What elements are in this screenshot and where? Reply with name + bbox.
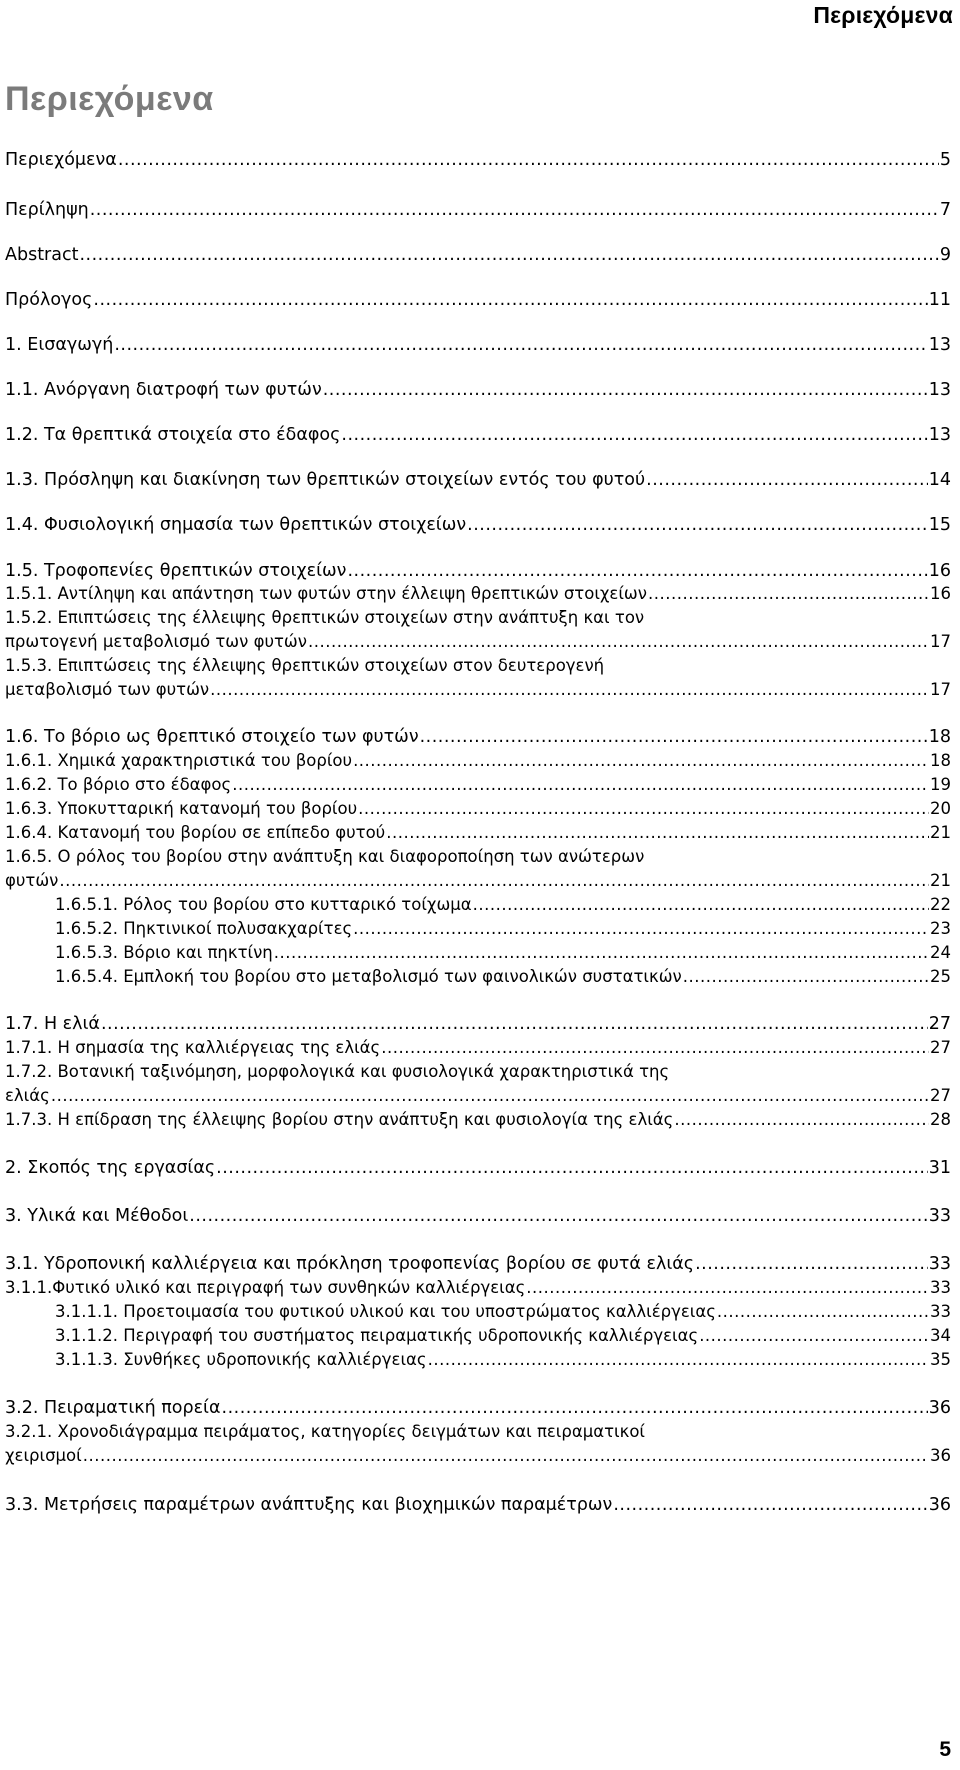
toc-page-number: 34 xyxy=(930,1326,951,1345)
toc-entry[interactable] xyxy=(5,243,951,267)
toc-entry-first-line: 3.2.1. Χρονοδιάγραμμα πειράματος, κατηγορίες δειγμάτων και πειραματικοί xyxy=(5,1422,646,1441)
toc-page-number: 18 xyxy=(928,727,951,747)
toc-entry[interactable] xyxy=(5,148,951,172)
toc-leader-dots xyxy=(381,1036,929,1060)
toc-entry[interactable] xyxy=(5,513,951,537)
toc-leader-dots xyxy=(358,797,929,821)
toc-entry-text: 3.1. Υδροπονική καλλιέργεια και πρόκληση τροφοπενίας βορίου σε φυτά ελιάς xyxy=(5,1254,695,1274)
toc-entry-text: μεταβολισμό των φυτών xyxy=(5,680,210,699)
toc-entry-text: χειρισμοί xyxy=(5,1446,82,1465)
toc-entry[interactable] xyxy=(5,468,951,492)
toc-entry-text: ελιάς xyxy=(5,1086,50,1105)
toc-entry-text: 3. Υλικά και Μέθοδοι xyxy=(5,1206,189,1226)
toc-entry[interactable] xyxy=(5,630,951,654)
toc-entry[interactable] xyxy=(5,198,951,222)
toc-entry-text: 3.1.1.2. Περιγραφή του συστήματος πειραματικής υδροπονικής καλλιέργειας xyxy=(55,1326,699,1345)
toc-leader-dots xyxy=(189,1204,927,1228)
page-title: Περιεχόμενα xyxy=(5,80,214,118)
toc-entry[interactable] xyxy=(5,1276,951,1300)
toc-page-number: 13 xyxy=(928,380,951,400)
toc-entry[interactable] xyxy=(5,678,951,702)
toc-page-number: 31 xyxy=(928,1158,951,1178)
toc-entry[interactable] xyxy=(55,941,951,965)
toc-page-number: 21 xyxy=(930,823,951,842)
toc-entry[interactable] xyxy=(5,773,951,797)
toc-entry[interactable] xyxy=(5,749,951,773)
toc-leader-dots xyxy=(341,423,927,447)
toc-page-number: 27 xyxy=(928,1014,951,1034)
toc-leader-dots xyxy=(118,148,939,172)
toc-entry-first-line: 1.5.3. Επιπτώσεις της έλλειψης θρεπτικών στοιχείων στον δευτερογενή xyxy=(5,656,605,675)
toc-page-number: 24 xyxy=(930,943,951,962)
toc-leader-dots xyxy=(323,378,928,402)
toc-leader-dots xyxy=(353,749,929,773)
toc-entry-text: 1.7.1. Η σημασία της καλλιέργειας της ελιάς xyxy=(5,1038,381,1057)
toc-leader-dots xyxy=(420,725,928,749)
toc-entry-text: 3.2. Πειραματική πορεία xyxy=(5,1398,221,1418)
toc-page-number: 18 xyxy=(930,751,951,770)
toc-entry[interactable] xyxy=(5,559,951,583)
toc-entry-text: 3.1.1.1. Προετοιμασία του φυτικού υλικού και του υποστρώματος καλλιέργειας xyxy=(55,1302,716,1321)
toc-leader-dots xyxy=(79,243,938,267)
toc-entry-text: 1. Εισαγωγή xyxy=(5,335,114,355)
toc-leader-dots xyxy=(717,1300,929,1324)
toc-entry[interactable] xyxy=(5,378,951,402)
toc-leader-dots xyxy=(114,333,927,357)
toc-leader-dots xyxy=(683,965,929,989)
toc-entry-text: 1.4. Φυσιολογική σημασία των θρεπτικών στοιχείων xyxy=(5,515,467,535)
toc-entry-text: 1.5.1. Αντίληψη και απάντηση των φυτών στην έλλειψη θρεπτικών στοιχείων xyxy=(5,584,647,603)
toc-entry-text: 1.6. Το βόριο ως θρεπτικό στοιχείο των φυτών xyxy=(5,727,419,747)
toc-leader-dots xyxy=(648,582,929,606)
toc-entry-text: 1.2. Τα θρεπτικά στοιχεία στο έδαφος xyxy=(5,425,341,445)
toc-entry-text: 1.7.3. Η επίδραση της έλλειψης βορίου στην ανάπτυξη και φυσιολογία της ελιάς xyxy=(5,1110,674,1129)
toc-leader-dots xyxy=(467,513,928,537)
toc-entry[interactable] xyxy=(5,725,951,749)
toc-page-number: 13 xyxy=(928,425,951,445)
toc-leader-dots xyxy=(308,630,929,654)
toc-page-number: 27 xyxy=(930,1086,951,1105)
toc-page-number: 21 xyxy=(930,871,951,890)
toc-entry-text: 1.6.5.2. Πηκτινικοί πολυσακχαρίτες xyxy=(55,919,353,938)
toc-entry-text: 1.6.4. Κατανομή του βορίου σε επίπεδο φυτού xyxy=(5,823,386,842)
toc-page-number: 19 xyxy=(930,775,951,794)
toc-page-number: 5 xyxy=(939,150,951,170)
toc-entry[interactable] xyxy=(55,893,951,917)
toc-entry[interactable] xyxy=(5,1036,951,1060)
toc-page-number: 16 xyxy=(930,584,951,603)
toc-entry[interactable] xyxy=(55,1348,951,1372)
toc-leader-dots xyxy=(646,468,928,492)
toc-leader-dots xyxy=(59,869,929,893)
toc-entry-text: 3.1.1.3. Συνθήκες υδροπονικής καλλιέργειας xyxy=(55,1350,427,1369)
toc-page-number: 35 xyxy=(930,1350,951,1369)
toc-entry[interactable] xyxy=(5,423,951,447)
toc-entry[interactable] xyxy=(5,1444,951,1468)
toc-page-number: 14 xyxy=(928,470,951,490)
toc-entry[interactable] xyxy=(5,333,951,357)
toc-page-number: 9 xyxy=(939,245,951,265)
toc-leader-dots xyxy=(210,678,929,702)
toc-entry-text: 3.1.1.Φυτικό υλικό και περιγραφή των συνθηκών καλλιέργειας xyxy=(5,1278,526,1297)
toc-leader-dots xyxy=(473,893,929,917)
toc-page-number: 15 xyxy=(928,515,951,535)
toc-entry-text: 1.3. Πρόσληψη και διακίνηση των θρεπτικών στοιχείων εντός του φυτού xyxy=(5,470,646,490)
toc-entry[interactable] xyxy=(55,1300,951,1324)
toc-entry-text: Πρόλογος xyxy=(5,290,93,310)
toc-page-number: 36 xyxy=(928,1495,951,1515)
toc-entry[interactable] xyxy=(5,1108,951,1132)
toc-entry[interactable] xyxy=(55,1324,951,1348)
toc-entry[interactable] xyxy=(5,797,951,821)
toc-page-number: 28 xyxy=(930,1110,951,1129)
toc-entry[interactable] xyxy=(55,965,951,989)
toc-entry[interactable] xyxy=(5,1012,951,1036)
toc-entry-first-line: 1.6.5. Ο ρόλος του βορίου στην ανάπτυξη και διαφοροποίηση των ανώτερων xyxy=(5,847,645,866)
toc-entry-text: Περίληψη xyxy=(5,200,89,220)
toc-leader-dots xyxy=(101,1012,928,1036)
toc-leader-dots xyxy=(428,1348,929,1372)
toc-leader-dots xyxy=(232,773,929,797)
toc-leader-dots xyxy=(526,1276,929,1300)
toc-leader-dots xyxy=(386,821,929,845)
toc-page-number: 33 xyxy=(928,1254,951,1274)
toc-leader-dots xyxy=(222,1396,928,1420)
toc-entry-text: 1.6.5.4. Εμπλοκή του βορίου στο μεταβολισμό των φαινολικών συστατικών xyxy=(55,967,682,986)
toc-entry-text: Περιεχόμενα xyxy=(5,150,117,170)
toc-leader-dots xyxy=(216,1156,928,1180)
toc-page-number: 36 xyxy=(930,1446,951,1465)
toc-entry[interactable] xyxy=(5,1084,951,1108)
toc-entry-first-line: 1.5.2. Επιπτώσεις της έλλειψης θρεπτικών στοιχείων στην ανάπτυξη και τον xyxy=(5,608,645,627)
toc-entry-text: 1.6.3. Υποκυτταρική κατανομή του βορίου xyxy=(5,799,358,818)
toc-leader-dots xyxy=(347,559,927,583)
toc-page-number: 20 xyxy=(930,799,951,818)
toc-entry[interactable] xyxy=(5,1156,951,1180)
toc-entry[interactable] xyxy=(5,1252,951,1276)
toc-page-number: 36 xyxy=(928,1398,951,1418)
toc-entry[interactable] xyxy=(5,869,951,893)
toc-entry[interactable] xyxy=(5,1396,951,1420)
toc-page-number: 27 xyxy=(930,1038,951,1057)
toc-entry-text: πρωτογενή μεταβολισμό των φυτών xyxy=(5,632,307,651)
toc-leader-dots xyxy=(699,1324,929,1348)
toc-page-number: 22 xyxy=(930,895,951,914)
toc-leader-dots xyxy=(51,1084,929,1108)
toc-entry-text: 2. Σκοπός της εργασίας xyxy=(5,1158,216,1178)
toc-entry[interactable] xyxy=(5,288,951,312)
toc-page-number: 23 xyxy=(930,919,951,938)
toc-entry[interactable] xyxy=(55,917,951,941)
toc-entry[interactable] xyxy=(5,1204,951,1228)
toc-leader-dots xyxy=(695,1252,928,1276)
toc-entry-text: Abstract xyxy=(5,245,79,265)
toc-entry-text: 1.6.2. Το βόριο στο έδαφος xyxy=(5,775,232,794)
toc-leader-dots xyxy=(274,941,929,965)
toc-page-number: 17 xyxy=(930,632,951,651)
toc-entry[interactable] xyxy=(5,1493,951,1517)
running-header: Περιεχόμενα xyxy=(813,2,953,28)
toc-page-number: 33 xyxy=(930,1302,951,1321)
toc-page-number: 16 xyxy=(928,561,951,581)
toc-entry[interactable] xyxy=(5,821,951,845)
toc-entry-text: φυτών xyxy=(5,871,59,890)
toc-page-number: 25 xyxy=(930,967,951,986)
toc-entry-text: 1.6.5.1. Ρόλος του βορίου στο κυτταρικό τοίχωμα xyxy=(55,895,472,914)
toc-leader-dots xyxy=(353,917,929,941)
toc-entry-text: 1.6.5.3. Βόριο και πηκτίνη xyxy=(55,943,273,962)
toc-entry[interactable] xyxy=(5,582,951,606)
toc-page-number: 7 xyxy=(939,200,951,220)
toc-entry-text: 1.7. Η ελιά xyxy=(5,1014,100,1034)
toc-page-number: 11 xyxy=(928,290,951,310)
toc-page-number: 33 xyxy=(930,1278,951,1297)
page-number: 5 xyxy=(939,1738,951,1761)
toc-page-number: 17 xyxy=(930,680,951,699)
toc-entry-text: 1.5. Τροφοπενίες θρεπτικών στοιχείων xyxy=(5,561,347,581)
toc-page-number: 33 xyxy=(928,1206,951,1226)
toc-leader-dots xyxy=(83,1444,929,1468)
toc-leader-dots xyxy=(674,1108,929,1132)
toc-page-number: 13 xyxy=(928,335,951,355)
toc-leader-dots xyxy=(93,288,927,312)
toc-entry-first-line: 1.7.2. Βοτανική ταξινόμηση, μορφολογικά και φυσιολογικά χαρακτηριστικά της xyxy=(5,1062,670,1081)
toc-leader-dots xyxy=(90,198,939,222)
toc-entry-text: 1.6.1. Χημικά χαρακτηριστικά του βορίου xyxy=(5,751,353,770)
toc-entry-text: 1.1. Ανόργανη διατροφή των φυτών xyxy=(5,380,322,400)
toc-leader-dots xyxy=(613,1493,927,1517)
toc-entry-text: 3.3. Μετρήσεις παραμέτρων ανάπτυξης και βιοχημικών παραμέτρων xyxy=(5,1495,613,1515)
